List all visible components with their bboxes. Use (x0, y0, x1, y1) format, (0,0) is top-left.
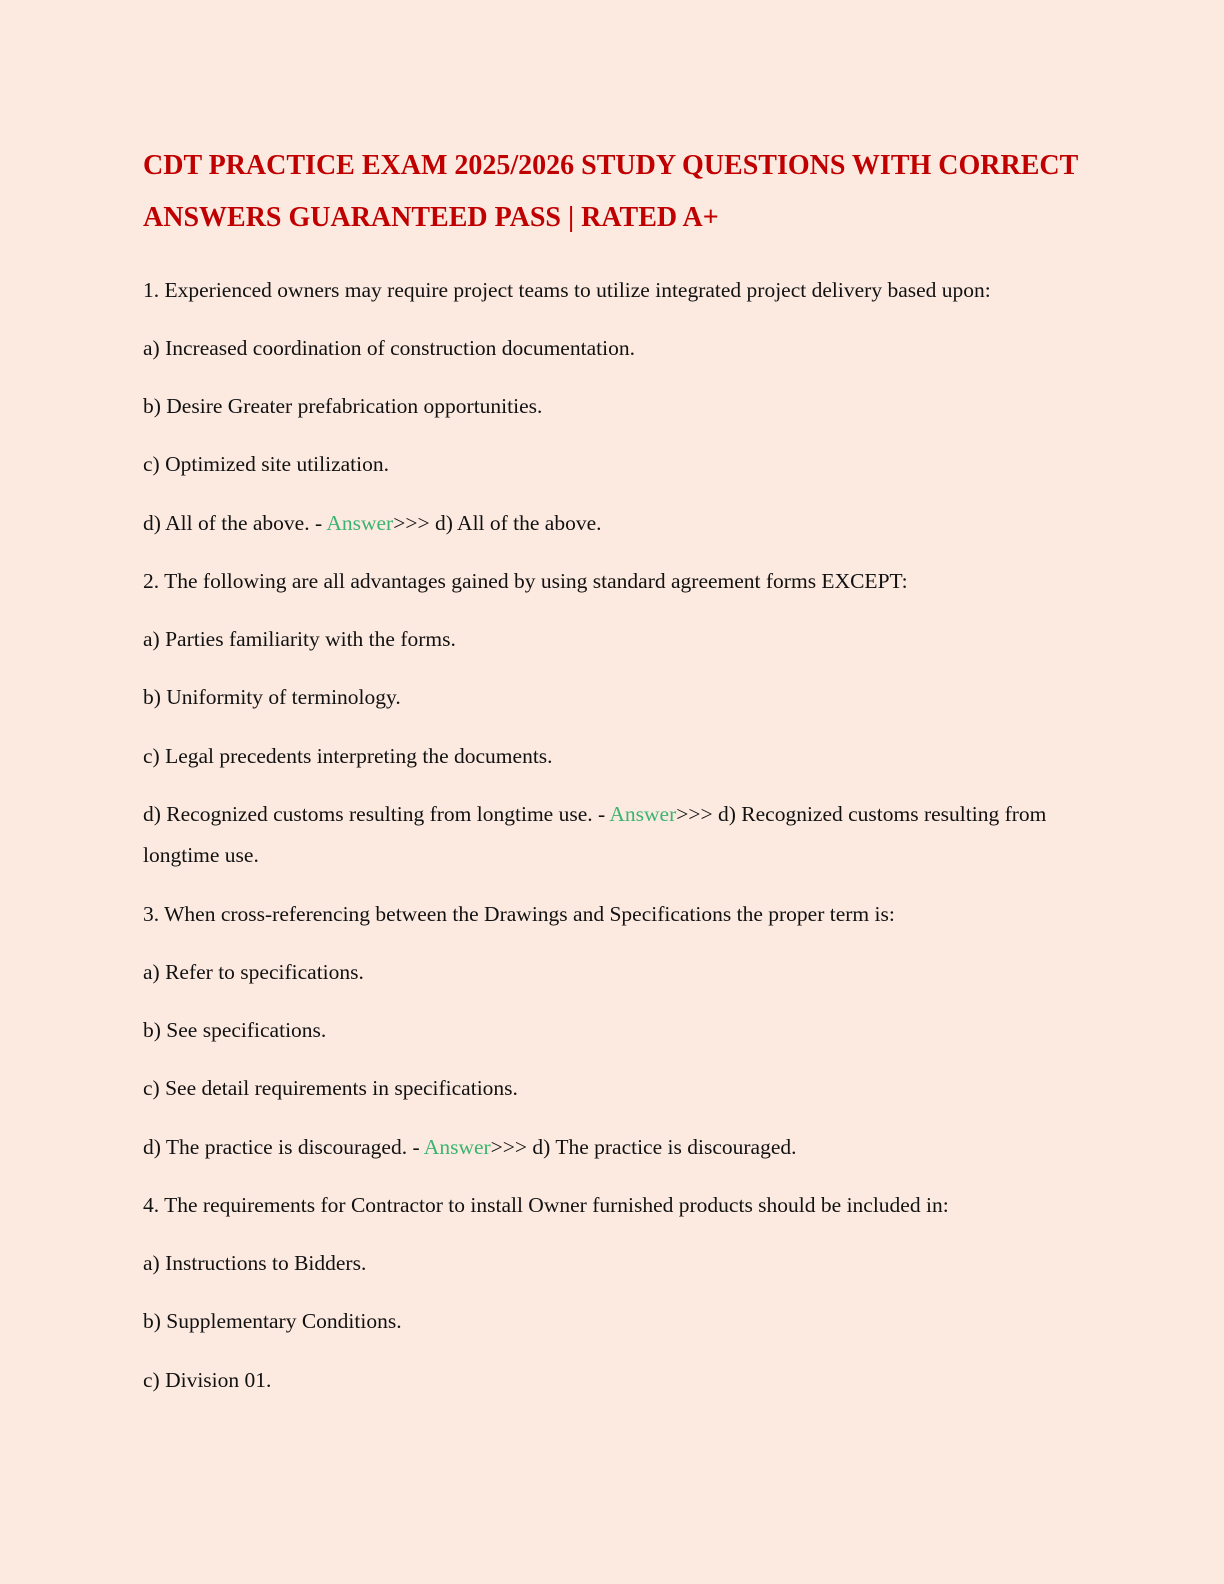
text-segment: a) Increased coordination of construction documentation. (143, 335, 635, 360)
text-segment: 1. Experienced owners may require project teams to utilize integrated project delivery based upon: (143, 277, 991, 302)
paragraph (143, 1068, 1084, 1109)
text-segment: b) Uniformity of terminology. (143, 685, 401, 710)
text-segment: >>> d) Recognized customs resulting from longtime use. (143, 801, 1047, 868)
document-body (143, 270, 1084, 1401)
text-segment: d) All of the above. - (143, 510, 327, 535)
paragraph (143, 386, 1084, 427)
answer-label: Answer (423, 1134, 491, 1159)
text-segment: d) The practice is discouraged. - (143, 1134, 424, 1159)
paragraph (143, 1243, 1084, 1284)
text-segment: a) Instructions to Bidders. (143, 1251, 367, 1276)
paragraph (143, 444, 1084, 485)
paragraph (143, 894, 1084, 935)
text-segment: 4. The requirements for Contractor to install Owner furnished products should be included in: (143, 1192, 949, 1217)
paragraph (143, 1301, 1084, 1342)
text-segment: c) Division 01. (143, 1367, 272, 1392)
text-segment: c) See detail requirements in specifications. (143, 1076, 518, 1101)
text-segment: a) Parties familiarity with the forms. (143, 627, 456, 652)
paragraph (143, 619, 1084, 660)
text-segment: a) Refer to specifications. (143, 959, 364, 984)
paragraph (143, 736, 1084, 777)
text-segment: b) Desire Greater prefabrication opportunities. (143, 394, 543, 419)
answer-label: Answer (326, 510, 394, 535)
paragraph (143, 1010, 1084, 1051)
document-title: CDT PRACTICE EXAM 2025/2026 STUDY QUESTIONS WITH CORRECT ANSWERS GUARANTEED PASS | RATED A+ (143, 150, 1078, 233)
text-segment: 2. The following are all advantages gained by using standard agreement forms EXCEPT: (143, 568, 908, 593)
paragraph (143, 270, 1084, 311)
text-segment: d) Recognized customs resulting from longtime use. - (143, 801, 610, 826)
text-segment: >>> d) The practice is discouraged. (490, 1134, 797, 1159)
paragraph (143, 328, 1084, 369)
text-segment: c) Legal precedents interpreting the documents. (143, 743, 553, 768)
text-segment: b) Supplementary Conditions. (143, 1309, 402, 1334)
paragraph (143, 677, 1084, 718)
answer-label: Answer (609, 801, 677, 826)
text-segment: >>> d) All of the above. (393, 510, 602, 535)
text-segment: 3. When cross-referencing between the Drawings and Specifications the proper term is: (143, 901, 895, 926)
paragraph (143, 561, 1084, 602)
paragraph (143, 503, 1084, 544)
paragraph (143, 1127, 1084, 1168)
text-segment: b) See specifications. (143, 1018, 327, 1043)
paragraph (143, 794, 1084, 877)
paragraph (143, 952, 1084, 993)
paragraph (143, 1185, 1084, 1226)
paragraph (143, 1360, 1084, 1401)
text-segment: c) Optimized site utilization. (143, 452, 389, 477)
